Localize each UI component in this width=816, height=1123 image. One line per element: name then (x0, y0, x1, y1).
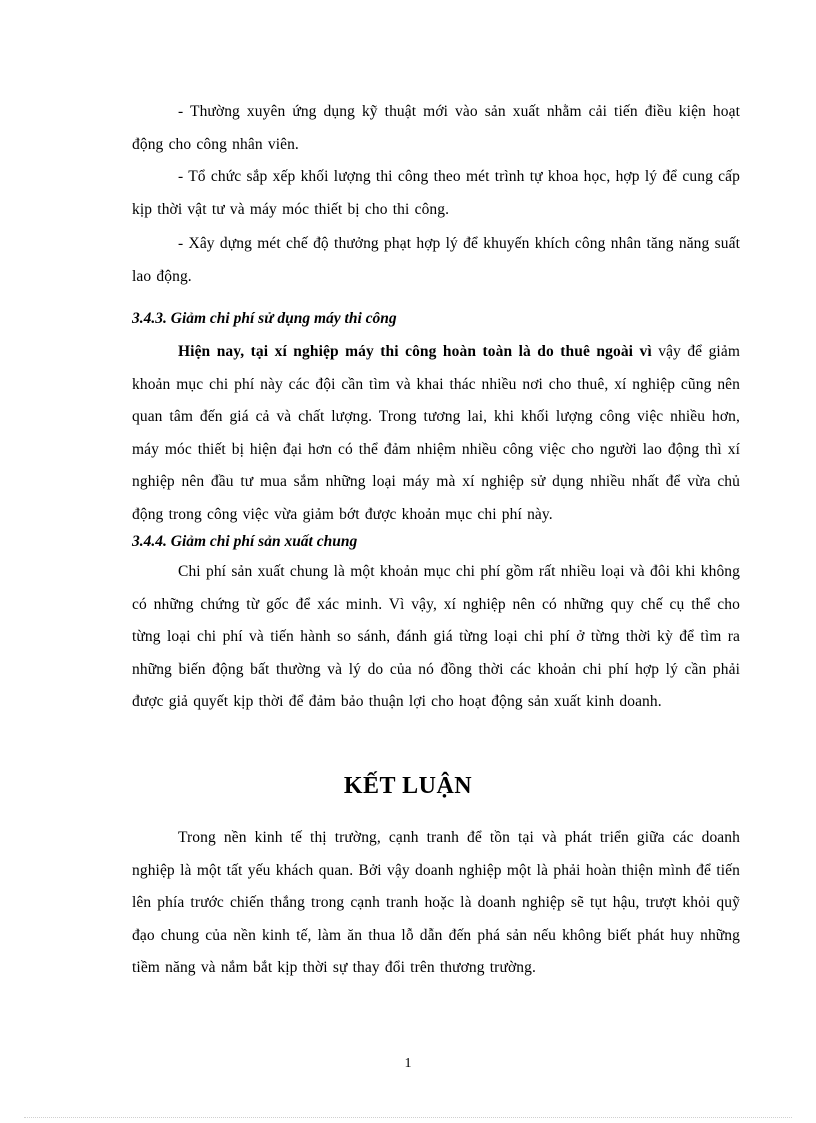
bullet-item-3: - Xây dựng mét chế độ thưởng phạt hợp lý để khuyến khích công nhân tăng năng suất lao động. (132, 235, 740, 285)
page-number: 1 (404, 1056, 412, 1071)
paragraph-text: vậy để giảm khoản mục chi phí này các đội cần tìm và khai thác nhiều nơi cho thuê, xí nghiệp cũng nên quan tâm đến giá cả và chất lượng. Trong tương lai, khi khối lượng công việc nhiều hơn, máy móc thiết bị hiện đại hơn có thể đảm nhiệm nhiều công việc cho người lao động thì xí nghiệp nên đầu tư mua sắm những loại máy mà xí nghiệp sử dụng nhiều nhất để vừa chủ động trong công việc vừa giảm bớt được khoản mục chi phí này. (132, 343, 740, 523)
bullet-list (132, 96, 740, 293)
section-heading-343: 3.4.3. Giảm chi phí sử dụng máy thi công (132, 310, 397, 327)
paragraph-343 (132, 336, 740, 531)
conclusion-body (132, 822, 740, 985)
section-body-343 (132, 336, 740, 531)
paragraph-344: Chi phí sản xuất chung là một khoản mục chi phí gồm rất nhiều loại và đôi khi không có những chứng từ gốc để xác minh. Vì vậy, xí nghiệp nên có những quy chế cụ thể cho từng loại chi phí và tiến hành so sánh, đánh giá từng loại chi phí ở từng thời kỳ để tìm ra những biến động bất thường và lý do của nó đồng thời các khoản chi phí hợp lý cần phải được giả quyết kịp thời để đảm bảo thuận lợi cho hoạt động sản xuất kinh doanh. (132, 563, 740, 710)
paragraph-lead: Hiện nay, tại xí nghiệp máy thi công hoàn toàn là do thuê ngoài vì (178, 343, 652, 360)
conclusion-paragraph: Trong nền kinh tế thị trường, cạnh tranh để tồn tại và phát triển giữa các doanh nghiệp là một tất yếu khách quan. Bởi vậy doanh nghiệp một là phải hoàn thiện mình để tiến lên phía trước chiến thắng trong cạnh tranh hoặc là doanh nghiệp sẽ tụt hậu, trượt khỏi quỹ đạo chung của nền kinh tế, làm ăn thua lỗ dẫn đến phá sản nếu không biết phát huy những tiềm năng và nắm bắt kịp thời sự thay đổi trên thương trường. (132, 829, 740, 976)
section-heading-344: 3.4.4. Giảm chi phí sản xuất chung (132, 533, 358, 550)
conclusion-title: KẾT LUẬN (343, 773, 473, 799)
bullet-item-1: - Thường xuyên ứng dụng kỹ thuật mới vào sản xuất nhằm cải tiến điều kiện hoạt động cho công nhân viên. (132, 103, 740, 153)
bullet-item-2: - Tổ chức sắp xếp khối lượng thi công theo mét trình tự khoa học, hợp lý để cung cấp kịp thời vật tư và máy móc thiết bị cho thi công. (132, 168, 740, 218)
page-bottom-divider (24, 1117, 792, 1118)
section-body-344 (132, 556, 740, 719)
